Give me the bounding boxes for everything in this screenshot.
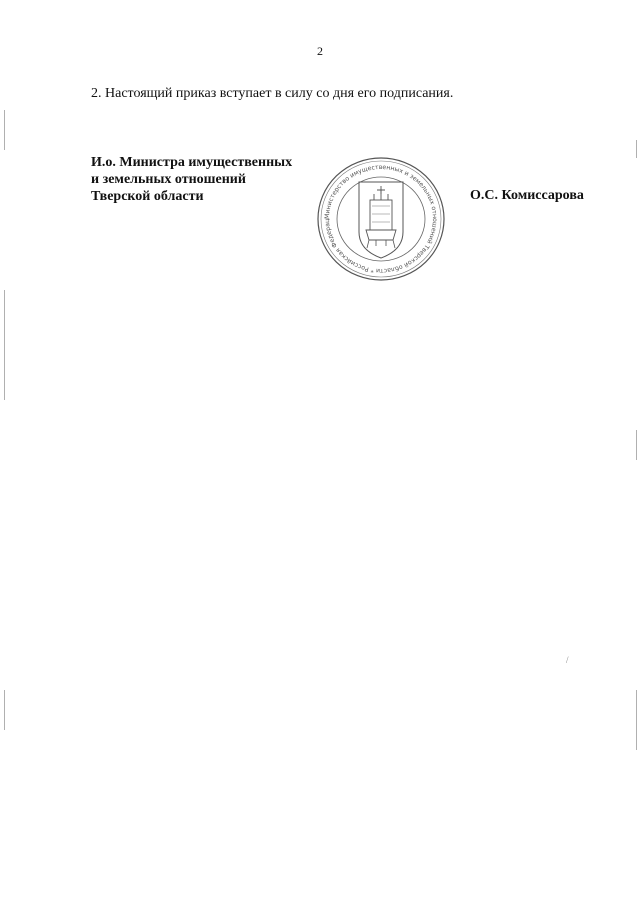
signatory-name: О.С. Комиссарова [470, 188, 584, 203]
seal-emblem-icon [314, 154, 448, 284]
official-seal [314, 154, 448, 284]
scan-artifact-mark: / [566, 655, 569, 665]
scan-artifact-left-3 [4, 690, 5, 730]
scan-artifact-right-1 [636, 140, 637, 158]
scan-artifact-right-3 [636, 690, 637, 750]
scan-artifact-right-2 [636, 430, 637, 460]
signatory-title-line-1: И.о. Министра имущественных [91, 155, 293, 170]
scan-artifact-left-1 [4, 110, 5, 150]
seal-ring-text: Министерство имущественных и земельных отношений Тверской области * Российская Федерац [323, 163, 439, 275]
scan-artifact-left-2 [4, 290, 5, 400]
signatory-title [91, 154, 292, 205]
signatory-title-line-2: и земельных отношений [91, 172, 246, 187]
page-number: 2 [317, 44, 323, 58]
order-paragraph: 2. Настоящий приказ вступает в силу со дня его подписания. [91, 86, 454, 101]
signatory-title-line-3: Тверской области [91, 189, 204, 204]
